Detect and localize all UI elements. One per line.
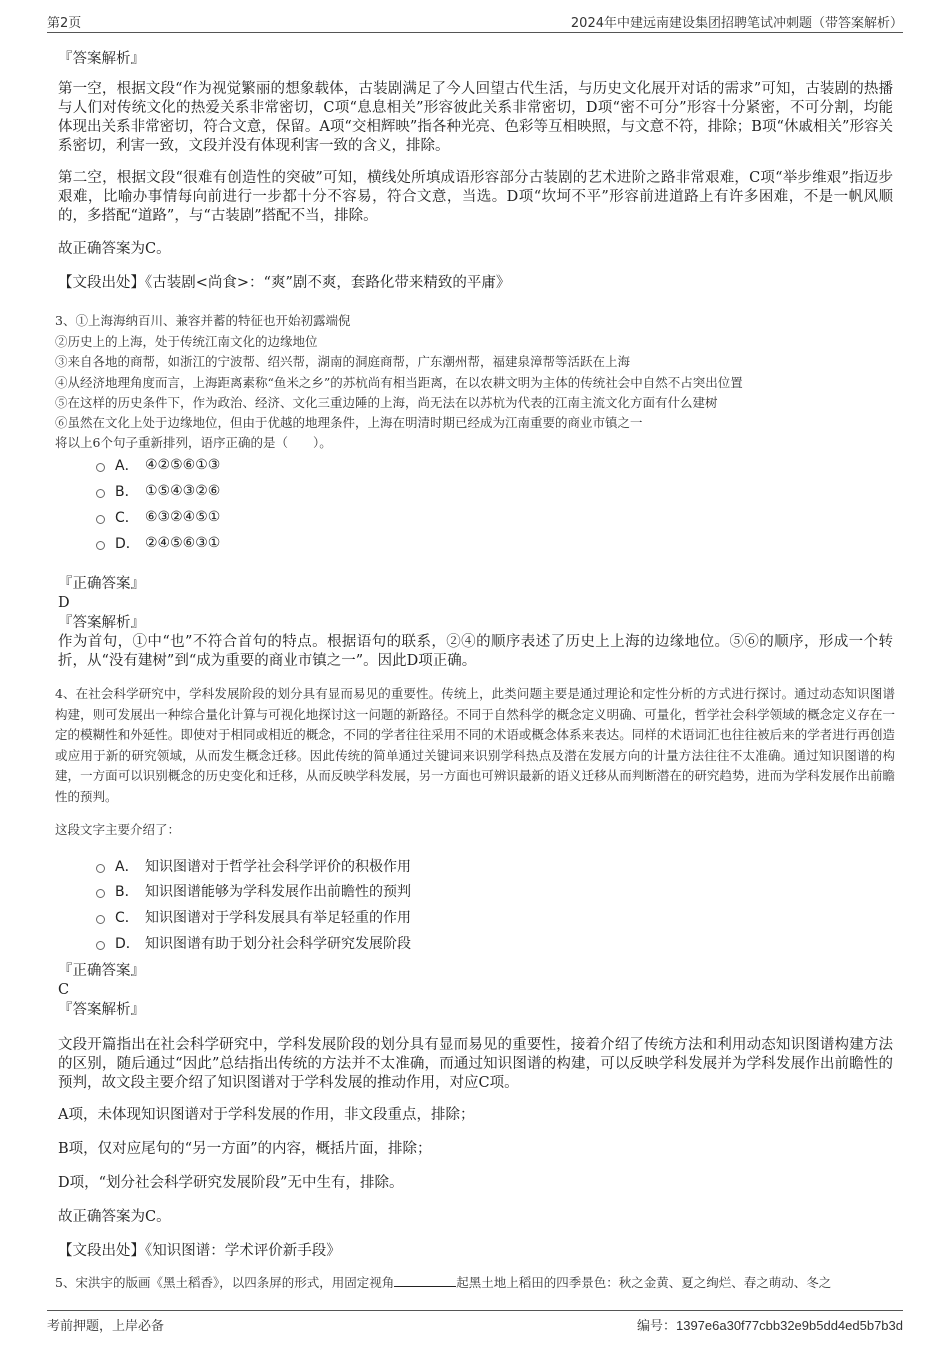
radio-button[interactable] — [96, 864, 105, 873]
radio-button[interactable] — [96, 541, 105, 550]
q4-option-c[interactable] — [96, 907, 411, 927]
q4-option-b[interactable] — [96, 881, 411, 901]
option-text: ⑥③②④⑤① — [145, 509, 221, 525]
q3-stem-line: 3、①上海海纳百川、兼容并蓄的特征也开始初露端倪 — [55, 313, 351, 328]
q2-analysis-heading: 『答案解析』 — [58, 51, 145, 67]
option-text: 知识图谱对于学科发展具有举足轻重的作用 — [145, 910, 411, 926]
q2-conclusion: 故正确答案为C。 — [58, 241, 171, 257]
q3-stem-line: ⑥虽然在文化上处于边缘地位，但由于优越的地理条件，上海在明清时期已经成为江南重要的商业市镇之一 — [55, 415, 643, 430]
q5-stem — [55, 1273, 831, 1294]
option-text: 知识图谱对于哲学社会科学评价的积极作用 — [145, 859, 411, 875]
q3-option-b[interactable] — [96, 481, 220, 501]
option-letter: C． — [115, 510, 139, 526]
q5-stem-before: 5、宋洪宇的版画《黑土稻香》，以四条屏的形式，用固定视角 — [55, 1275, 395, 1290]
q3-answer-heading: 『正确答案』 — [58, 576, 145, 592]
q4-note-a: A项，未体现知识图谱对于学科发展的作用，非文段重点，排除； — [58, 1107, 475, 1123]
option-letter: D． — [115, 536, 140, 552]
option-text: ④②⑤⑥①③ — [145, 457, 221, 473]
radio-button[interactable] — [96, 489, 105, 498]
q3-stem-line: ③来自各地的商帮，如浙江的宁波帮、绍兴帮，湖南的洞庭商帮，广东潮州帮，福建泉漳帮等活跃在上海 — [55, 354, 631, 369]
radio-button[interactable] — [96, 915, 105, 924]
footer-slogan: 考前押题，上岸必备 — [47, 1319, 165, 1334]
q4-option-d[interactable] — [96, 933, 411, 953]
q2-analysis-p1: 第一空，根据文段“作为视觉繁丽的想象载体，古装剧满足了今人回望古代生活，与历史文化展开对话的需求”可知，古装剧的热播与人们对传统文化的热爱关系非常密切，C项“息息相关”形容彼此关系非常密切，D项“密不可分”形容十分紧密，不可分割，均能体现出关系非常密切，符合文意，保留。A项“交相辉映”指各种光亮、色彩等互相映照，与文意不符，排除；B项“休戚相关”形容关系密切，利害一致，文段并没有体现利害一致的含义，排除。 — [58, 81, 893, 154]
document-title: 2024年中建远南建设集团招聘笔试冲刺题（带答案解析） — [570, 16, 903, 31]
option-letter: C． — [115, 910, 139, 926]
radio-button[interactable] — [96, 515, 105, 524]
q5-stem-after: 起黑土地上稻田的四季景色：秋之金黄、夏之绚烂、春之萌动、冬之 — [456, 1275, 832, 1290]
q3-stem-line: ②历史上的上海，处于传统江南文化的边缘地位 — [55, 334, 318, 349]
page-footer — [47, 1310, 903, 1335]
code-label: 编号： — [636, 1319, 676, 1334]
option-letter: B． — [115, 484, 139, 500]
option-letter: A． — [115, 859, 139, 875]
q4-stem: 4、在社会科学研究中，学科发展阶段的划分具有显而易见的重要性。传统上，此类问题主要是通过理论和定性分析的方式进行探讨。通过动态知识图谱构建，则可发展出一种综合量化计算与可视化地探讨这一问题的新路径。不同于自然科学的概念定义明确、可量化，哲学社会科学领域的概念定义存在一定的模糊性和外延性。即使对于相同或相近的概念，不同的学者往往采用不同的术语或概念体系来表达。同样的术语词汇也往往被后来的学者进行再创造或应用于新的研究领域，从而发生概念迁移。因此传统的简单通过关键词来识别学科热点及潜在发展方向的计量方法往往不太准确。通过知识图谱的构建，一方面可以识别概念的历史变化和迁移，从而反映学科发展，另一方面也可辨识最新的语义迁移从而判断潜在的研究趋势，进而为学科发展作出前瞻性的预判。 — [55, 686, 895, 804]
option-text: ②④⑤⑥③① — [145, 535, 221, 551]
q3-analysis: 作为首句，①中“也”不符合首句的特点。根据语句的联系，②④的顺序表述了历史上上海的边缘地位。⑤⑥的顺序，形成一个转折，从“没有建树”到“成为重要的商业市镇之一”。因此D项正确。 — [58, 634, 893, 669]
q3-question: 将以上6个句子重新排列，语序正确的是（ ）。 — [55, 435, 332, 450]
q3-option-d[interactable] — [96, 533, 220, 553]
option-text: ①⑤④③②⑥ — [145, 483, 221, 499]
q3-answer: D — [58, 595, 70, 611]
q3-option-a[interactable] — [96, 455, 220, 475]
q4-question: 这段文字主要介绍了： — [55, 822, 181, 837]
q4-answer: C — [58, 982, 70, 998]
q4-analysis-heading: 『答案解析』 — [58, 1002, 145, 1018]
q2-analysis-p2: 第二空，根据文段“很难有创造性的突破”可知，横线处所填成语形容部分古装剧的艺术进阶之路非常艰难，C项“举步维艰”指迈步艰难，比喻办事情每向前进行一步都十分不容易，符合文意，当选。D项“坎坷不平”形容前进道路上有许多困难，不是一帆风顺的，多搭配“道路”，与“古装剧”搭配不当，排除。 — [58, 170, 893, 224]
q4-option-a[interactable] — [96, 856, 411, 876]
option-letter: D． — [115, 936, 140, 952]
q3-stem-line: ④从经济地理角度而言，上海距离素称“鱼米之乡”的苏杭尚有相当距离，在以农耕文明为主体的传统社会中自然不占突出位置 — [55, 375, 743, 390]
q3-option-c[interactable] — [96, 507, 220, 527]
q4-source: 【文段出处】《知识图谱：学术评价新手段》 — [58, 1243, 341, 1259]
document-code — [637, 1315, 903, 1334]
option-text: 知识图谱有助于划分社会科学研究发展阶段 — [145, 936, 411, 952]
radio-button[interactable] — [96, 463, 105, 472]
fill-in-blank — [394, 1273, 456, 1287]
option-text: 知识图谱能够为学科发展作出前瞻性的预判 — [145, 884, 411, 900]
code-value: 1397e6a30f77cbb32e9b5dd4ed5b7b3d — [675, 1318, 903, 1333]
q3-analysis-heading: 『答案解析』 — [58, 615, 145, 631]
q3-stem-line: ⑤在这样的历史条件下，作为政治、经济、文化三重边陲的上海，尚无法在以苏杭为代表的江南主流文化方面有什么建树 — [55, 395, 718, 410]
q4-note-b: B项，仅对应尾句的“另一方面”的内容，概括片面，排除； — [58, 1141, 432, 1157]
q4-note-d: D项，“划分社会科学研究发展阶段”无中生有，排除。 — [58, 1175, 404, 1191]
q4-analysis: 文段开篇指出在社会科学研究中，学科发展阶段的划分具有显而易见的重要性，接着介绍了传统方法和利用动态知识图谱构建方法的区别，随后通过“因此”总结指出传统的方法并不太准确，而通过知识图谱的构建，可以反映学科发展并为学科发展作出前瞻性的预判，故文段主要介绍了知识图谱对于学科发展的推动作用，对应C项。 — [58, 1037, 893, 1091]
page-number: 第2页 — [47, 16, 82, 31]
q4-answer-heading: 『正确答案』 — [58, 963, 145, 979]
radio-button[interactable] — [96, 941, 105, 950]
q2-source: 【文段出处】《古装剧<尚食>：“爽”剧不爽，套路化带来精致的平庸》 — [58, 275, 511, 291]
option-letter: A． — [115, 458, 139, 474]
option-letter: B． — [115, 884, 139, 900]
radio-button[interactable] — [96, 889, 105, 898]
q4-conclusion: 故正确答案为C。 — [58, 1209, 171, 1225]
